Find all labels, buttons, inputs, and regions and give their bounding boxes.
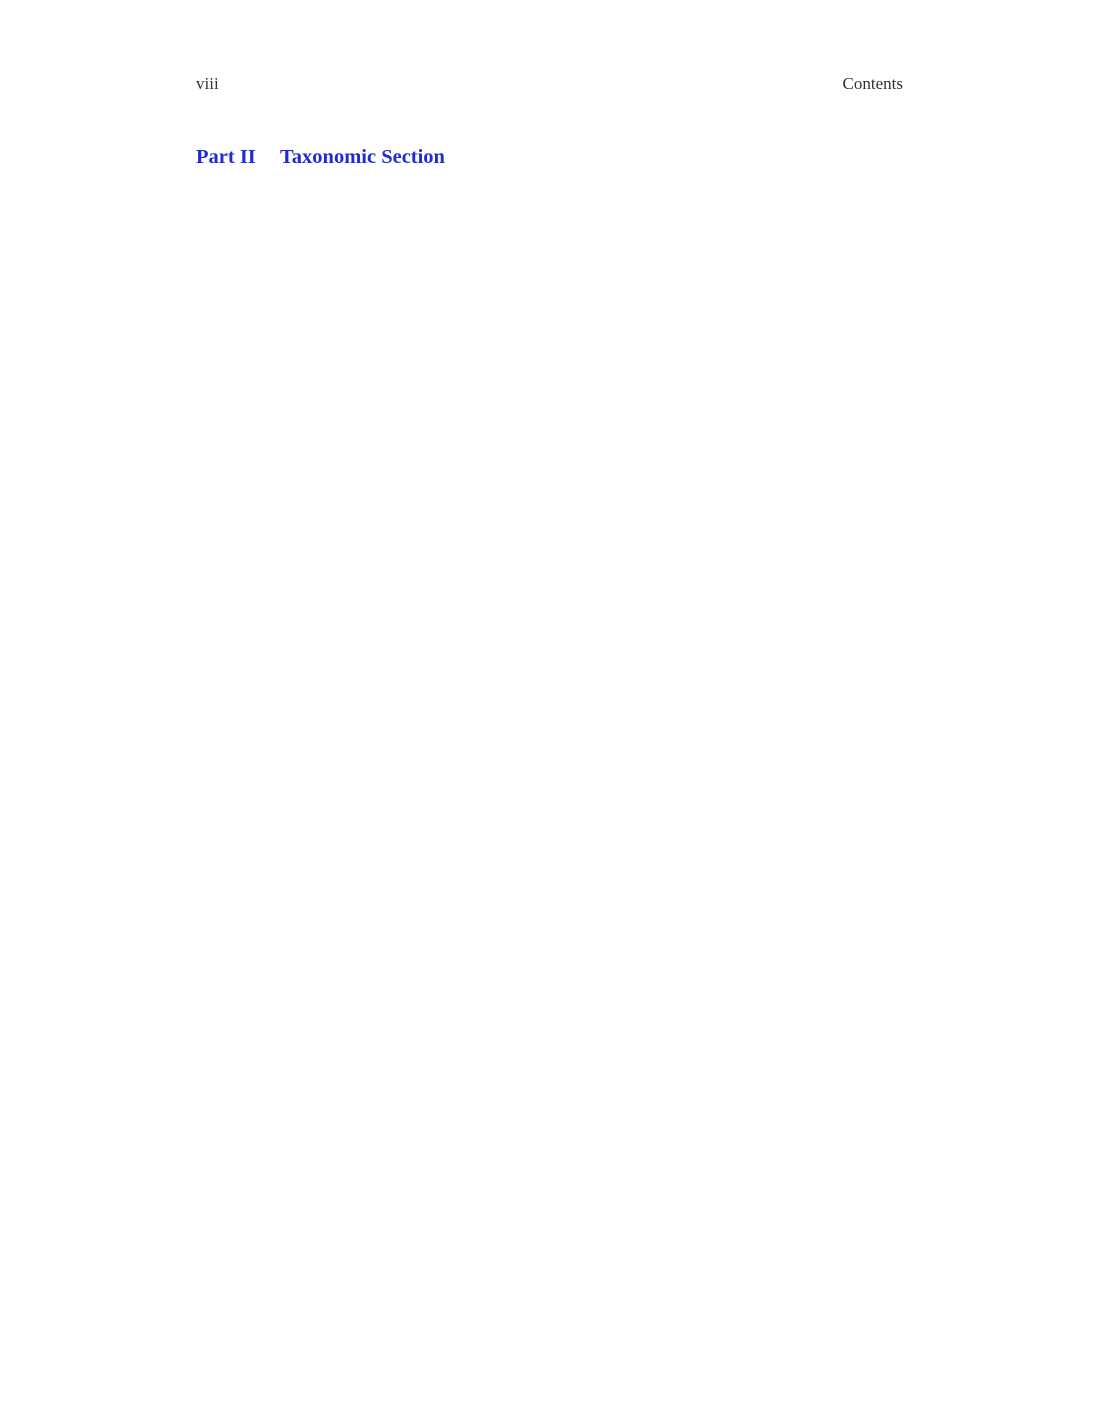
- table-of-contents: [196, 121, 903, 171]
- part-title: Taxonomic Section: [280, 146, 445, 168]
- running-head-section: Contents: [842, 74, 903, 93]
- page-number: viii: [196, 74, 219, 93]
- part-heading[interactable]: [196, 145, 903, 171]
- part-label: Part II: [196, 146, 256, 168]
